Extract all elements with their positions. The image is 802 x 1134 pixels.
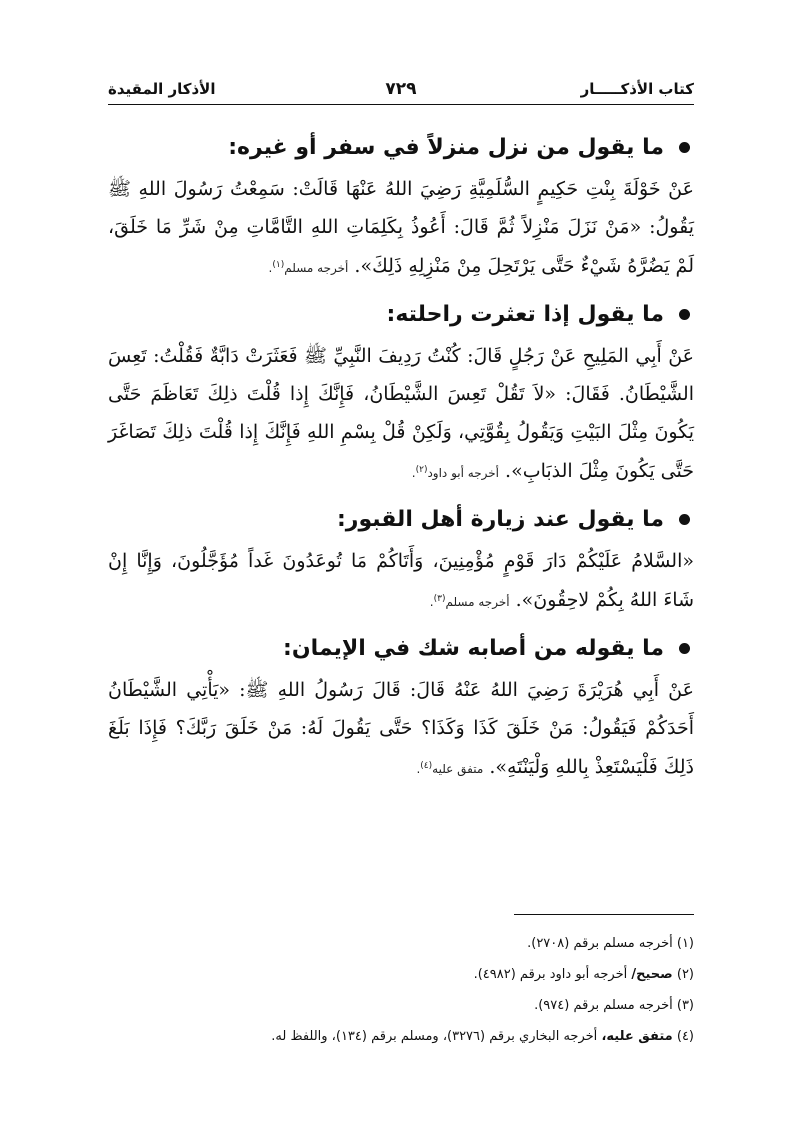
hadith-text [108, 170, 694, 287]
footnote-item: (٢) صحيح/ أخرجه أبو داود برقم (٤٩٨٢). [473, 967, 694, 982]
hadith-text [108, 542, 694, 621]
footnote-ref: (٢) [415, 465, 428, 475]
hadith-body: عَنْ خَوْلَةَ بِنْتِ حَكِيمٍ السُّلَمِيَّةِ رَضِيَ اللهُ عَنْهَا قَالَتْ: سَمِعْتُ رَسُولَ اللهِ ﷺ يَقُولُ: «مَنْ نَزَلَ مَنْزِلاً ثُمَّ قَالَ: أَعُوذُ بِكَلِمَاتِ اللهِ التَّامَّاتِ مِنْ شَرِّ مَا خَلَقَ، لَمْ يَضُرَّهُ شَيْءٌ حَتَّى يَرْتَحِلَ مِنْ مَنْزِلِهِ ذَلِكَ». [108, 178, 694, 277]
footnote-item: (٣) أخرجه مسلم برقم (٩٧٤). [534, 998, 694, 1013]
footnote-item: (٤) متفق عليه، أخرجه البخاري برقم (٣٢٧٦)، ومسلم برقم (١٣٤)، واللفظ له. [271, 1029, 694, 1044]
bullet-icon [679, 309, 690, 320]
book-title: كتاب الأذكـــــار [580, 80, 694, 98]
section-heading [108, 128, 694, 168]
section-doubt-in-faith [108, 629, 694, 788]
page-number: ٧٢٩ [385, 79, 417, 99]
footnote-ref: (٣) [433, 594, 446, 604]
section-heading [108, 500, 694, 540]
hadith-text [108, 671, 694, 788]
section-heading-text: ما يقول عند زيارة أهل القبور: [336, 507, 664, 532]
bullet-icon [679, 643, 690, 654]
hadith-source: أخرجه مسلم$^{(١)}$. [268, 260, 349, 275]
hadith-source: أخرجه أبو داود$^{(٢)}$. [411, 465, 499, 480]
section-heading-text: ما يقوله من أصابه شك في الإيمان: [283, 636, 664, 661]
section-mount-stumble [108, 295, 694, 492]
main-content [108, 128, 694, 796]
hadith-text [108, 337, 694, 492]
section-travel-stop [108, 128, 694, 287]
chapter-title: الأذكار المقيدة [108, 80, 216, 98]
bullet-icon [679, 514, 690, 525]
hadith-body: عَنْ أَبِي هُرَيْرَةَ رَضِيَ اللهُ عَنْهُ قَالَ: قَالَ رَسُولُ اللهِ ﷺ: «يَأْتِي الشَّيْطَانُ أَحَدَكُمْ فَيَقُولُ: مَنْ خَلَقَ كَذَا وَكَذَا؟ حَتَّى يَقُولَ لَهُ: مَنْ خَلَقَ رَبَّكَ؟ فَإِذَا بَلَغَ ذَلِكَ فَلْيَسْتَعِذْ بِاللهِ وَلْيَنْتَهِ». [108, 679, 694, 778]
footnote-divider [514, 914, 694, 915]
hadith-source: متفق عليه$^{(٤)}$. [416, 761, 484, 776]
bullet-icon [679, 142, 690, 153]
hadith-source: أخرجه مسلم$^{(٣)}$. [429, 594, 510, 609]
hadith-body: «السَّلامُ عَلَيْكُمْ دَارَ قَوْمٍ مُؤْمِنِينَ، وَأَتَاكُمْ مَا تُوعَدُونَ غَداً مُؤَجَّلُونَ، وَإِنَّا إِنْ شَاءَ اللهُ بِكُمْ لاحِقُونَ». [108, 550, 694, 611]
section-heading [108, 629, 694, 669]
section-grave-visit [108, 500, 694, 621]
section-heading [108, 295, 694, 335]
footnote-ref: (٤) [420, 761, 433, 771]
footnote-item: (١) أخرجه مسلم برقم (٢٧٠٨). [527, 936, 694, 951]
hadith-body: عَنْ أَبِي المَلِيحِ عَنْ رَجُلٍ قَالَ: كُنْتُ رَدِيفَ النَّبِيِّ ﷺ فَعَثَرَتْ دَابَّةٌ فَقُلْتُ: تَعِسَ الشَّيْطَانُ. فَقَالَ: «لاَ تَقُلْ تَعِسَ الشَّيْطَانُ، فَإِنَّكَ إِذا قُلْتَ ذلِكَ تَعَاظَمَ حَتَّى يَكُونَ مِثْلَ البَيْتِ وَيَقُولُ بِقُوَّتِي، وَلَكِنْ قُلْ بِسْمِ اللهِ فَإِنَّكَ إِذا قُلْتَ ذلِكَ تَصَاغَرَ حَتَّى يَكُونَ مِثْلَ الذبَابِ». [108, 345, 694, 482]
section-heading-text: ما يقول إذا تعثرت راحلته: [386, 302, 664, 327]
footnote-ref: (١) [272, 260, 285, 270]
header-divider [108, 104, 694, 105]
page-header [108, 78, 694, 102]
section-heading-text: ما يقول من نزل منزلاً في سفر أو غيره: [228, 135, 664, 160]
footnotes [108, 928, 694, 1052]
